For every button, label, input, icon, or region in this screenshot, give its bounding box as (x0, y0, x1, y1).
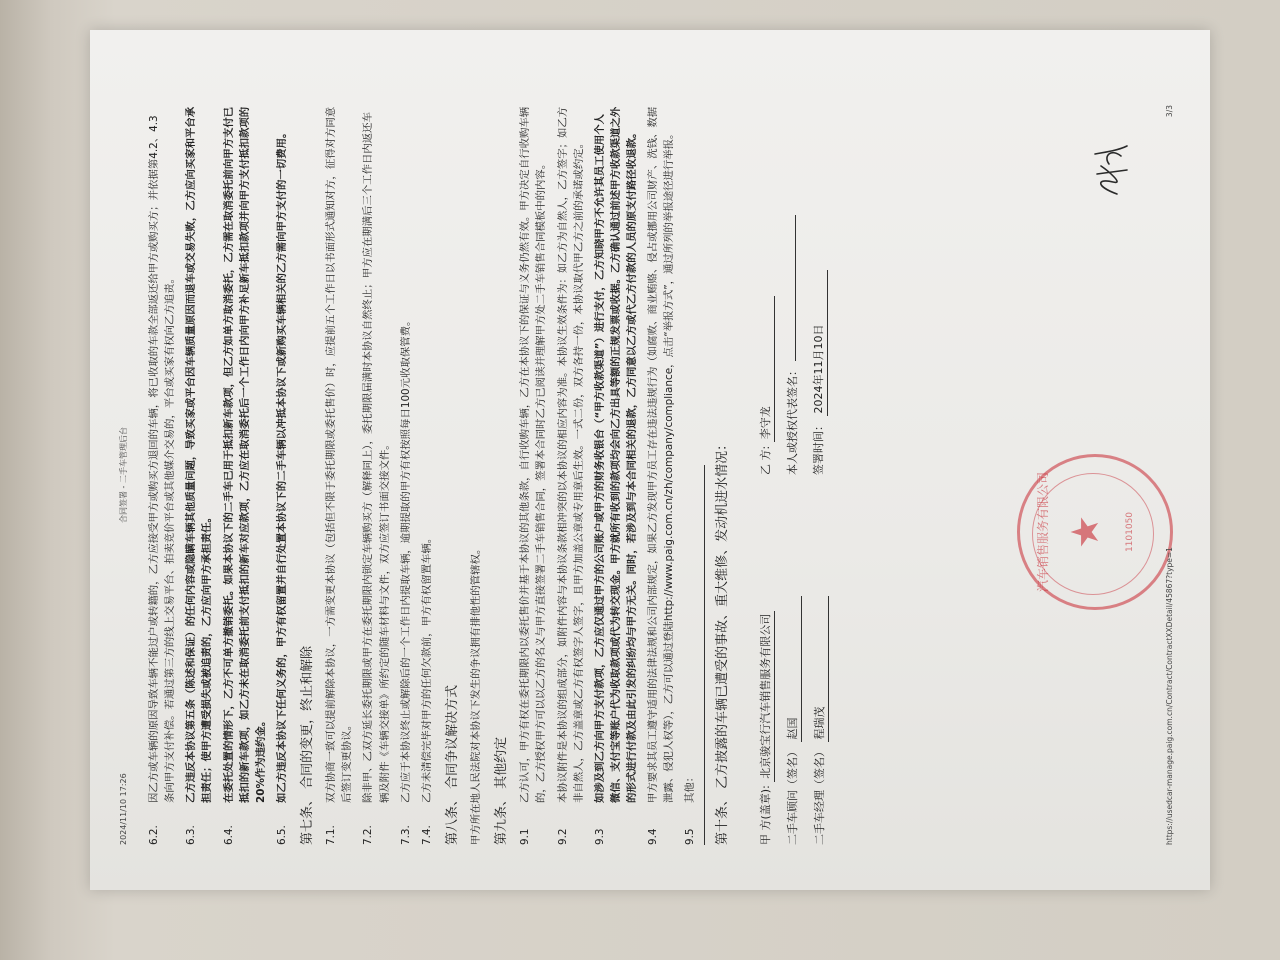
section-9-title: 第九条、 其他约定 (494, 736, 510, 845)
clause-6-4 (221, 105, 269, 845)
sign-time-label: 签署时间： (811, 420, 825, 475)
sign-time-value: 2024年11月10日 (810, 271, 828, 417)
party-b-value: 李守龙 (757, 296, 775, 442)
clause-text: 双方协商一致可以提前解除本协议，一方需变更本协议（包括但不限于委托期限或委托售价）时，应提前五个工作日以书面形式通知对方，征得对方同意后签订变更协议。 (325, 106, 354, 803)
party-b-row (757, 105, 775, 475)
clause-number: 7.2. (362, 825, 375, 845)
handwritten-signature (1087, 140, 1133, 200)
clause-6-3 (183, 105, 215, 845)
clause-number: 6.3. (185, 825, 198, 845)
clause-number: 7.4. (420, 825, 433, 845)
party-b-label: 乙 方: (758, 445, 772, 475)
clause-text: 乙方未清偿完毕对甲方的任何欠款前，甲方有权留置车辆。 (420, 532, 433, 803)
authorized-row (784, 105, 801, 475)
seal-bottom-text: 1101050 (1125, 511, 1135, 553)
party-a-row (757, 475, 775, 845)
divider (704, 465, 705, 845)
consultant-row (784, 475, 802, 845)
sign-time-row (810, 105, 828, 475)
clause-7-1 (323, 105, 355, 845)
page-footer (1164, 105, 1176, 845)
clause-number: 9.2 (556, 828, 569, 845)
section-7-title: 第七条、 合同的变更，终止和解除 (300, 645, 315, 845)
consultant-label: 二手车顾问（签名） (785, 746, 799, 845)
header-title: 合同签署 - 二手车管理后台 (119, 427, 128, 523)
clause-6-2 (146, 105, 178, 845)
seal-star-icon: ★ (1063, 514, 1107, 550)
clause-text: 乙方认可，甲方有权在委托期限内以委托售价并基于本协议的其他条款，自行收购车辆，乙方在本协议下的保证与义务仍然有效。甲方决定自行收购车辆的，乙方授权甲方可以以乙方的名义与甲方直接签署二手车销售合同，签署本合同时乙方已阅读并理解甲方处二手车销售合同模板中的内容。 (519, 106, 548, 803)
clause-text: 本协议附件是本协议的组成部分，如附件内容与本协议条款相冲突的以本协议的相应内容为准。本协议生效条件为：如乙方为自然人，乙方签字；如乙方非自然人，乙方盖章或乙方有权签字人签字，且甲方加盖公章或专用章后生效。一式二份，双方各持一份，本协议取代甲乙方之前的承诺或约定。 (556, 106, 585, 803)
document-photo (90, 30, 1210, 890)
clause-text: 因乙方或车辆的原因导致车辆不能过户或转籍的，乙方应接受甲方或购买方退回的车辆，将已收取的车款全部返还给甲方或购买方；并依据第4.2、4.3条向甲方支付补偿。若通过第三方的线上交易平台、拍卖竞价平台或其他媒介交易的，平台或买家有权向乙方追责。 (148, 115, 177, 803)
clause-text: 如乙方违反本协议下任何义务的，甲方有权留置并自行处置本协议下的二手车辆以冲抵本协议下或新购买车辆相关的乙方需向甲方支付的一切费用。 (275, 127, 288, 803)
clause-text: 其他： (684, 771, 697, 803)
clause-7-4 (419, 105, 435, 845)
section-10-title: 第十条、 乙方披露的车辆已遭受的事故、重大维修、发动机进水情况： (714, 437, 730, 845)
clause-9-1 (517, 105, 549, 845)
clause-7-3 (398, 105, 414, 845)
party-a-label: 甲 方(盖章): (758, 785, 772, 845)
clause-9-4 (645, 105, 677, 845)
page-number: 3/3 (1165, 105, 1174, 118)
clause-number: 6.2. (148, 825, 160, 845)
manager-label: 二手车经理（签名） (812, 746, 826, 845)
section-8-title: 第八条、 合同争议解决方式 (444, 684, 460, 845)
clause-9-3 (592, 105, 640, 845)
clause-number: 9.5 (684, 828, 697, 845)
company-seal (1017, 454, 1173, 610)
clause-text: 除非甲、乙双方延长委托期限或甲方在委托期限内锁定车辆购买方（解释同上），委托期限届满时本协议自然终止；甲方应在期满后三个工作日内返还车辆及附件《车辆交接单》所约定的随车材料与文件，双方应签订书面交接文件。 (362, 112, 391, 803)
clause-9-2 (555, 105, 587, 845)
header-datetime: 2024/11/10 17:26 (119, 773, 128, 845)
clause-number: 7.3. (399, 825, 412, 845)
footer-url: https://usedcar-manage.paig.com.cn/Contract/ContractXXDetail/45867?type=1 (1165, 547, 1174, 845)
clause-6-5 (274, 105, 290, 845)
clause-number: 6.5. (275, 825, 288, 845)
manager-row (811, 475, 829, 845)
seal-top-text: 汽车销售服务有限公司 (1036, 472, 1050, 593)
clause-text: 乙方应于本协议终止或解除后的一个工作日内提取车辆，逾期提取的甲方有权按照每日100元收取保管费。 (399, 315, 412, 803)
manager-value: 程瑞茂 (811, 597, 829, 743)
consultant-value: 赵国 (784, 597, 802, 743)
party-a-value: 北京骏宝行汽车销售服务有限公司 (757, 611, 775, 782)
clause-number: 9.1 (519, 828, 532, 845)
authorized-signature-line (795, 216, 796, 362)
clause-number: 9.3 (593, 828, 606, 845)
clause-number: 9.4 (647, 828, 660, 845)
contract-body (146, 105, 838, 845)
clause-number: 6.4. (222, 825, 235, 845)
authorized-label: 本人或授权代表签名： (785, 365, 799, 475)
clause-9-5 (682, 105, 698, 845)
clause-text: 甲方要求其员工遵守适用的法律法规和公司内部规定，如果乙方发现甲方员工存在违法违规行为（如腐败、商业贿赂、侵占或挪用公司财产、洗钱、数据泄露、侵犯人权等），乙方可以通过登陆http://www.paig.com.cn/zh/company/compliance，点击“举报方式”，通过所列的举报途径进行举报。 (647, 106, 676, 803)
section-8-text: 甲方所在地人民法院对本协议下发生的争议拥有排他性的管辖权。 (470, 543, 483, 845)
signature-block (757, 105, 838, 845)
clause-7-2 (360, 105, 392, 845)
party-a-column (757, 475, 838, 845)
contract-page (112, 85, 1192, 865)
party-b-column (757, 105, 838, 475)
clause-text: 乙方违反本协议第五条（陈述和保证）的任何内容或隐瞒车辆其他质量问题，导致买家或平台因车辆质量原因而退车或交易失败，乙方应向买家和平台承担责任；使甲方遭受损失或被追责的，乙方应向甲方承担责任。 (185, 106, 214, 803)
clause-text: 如涉及到乙方向甲方支付款项，乙方应仅通过甲方的公司账户或甲方的财务收银台（“甲方收款渠道”）进行支付，乙方知晓甲方不允许其员工使用个人微信、支付宝等账户代为收取款项或代为转交现金。甲方就所有收到的款项均会向乙方出具等额的正规发票或收据。乙方确认通过前述甲方收款渠道之外的形式进行付款及由此引发的纠纷均与甲方无关。同时，若涉及到与本合同相关的退款，乙方同意以乙方或代乙方付款的人员的原支付路径收退款。 (593, 106, 639, 803)
page-header (118, 85, 132, 865)
clause-text: 在委托处置的情形下，乙方不可单方撤销委托。如果本协议下的二手车已用于抵扣新车款项，但乙方如单方取消委托，乙方需在取消委托前向甲方支付已抵扣的新车款项，如乙方未在取消委托前支付抵扣的新车对应款项，乙方应在取消委托后一个工作日内向甲方补足新车抵扣款项并向甲方支付抵扣款项的20%作为违约金。 (222, 106, 267, 803)
clause-number: 7.1. (325, 825, 338, 845)
